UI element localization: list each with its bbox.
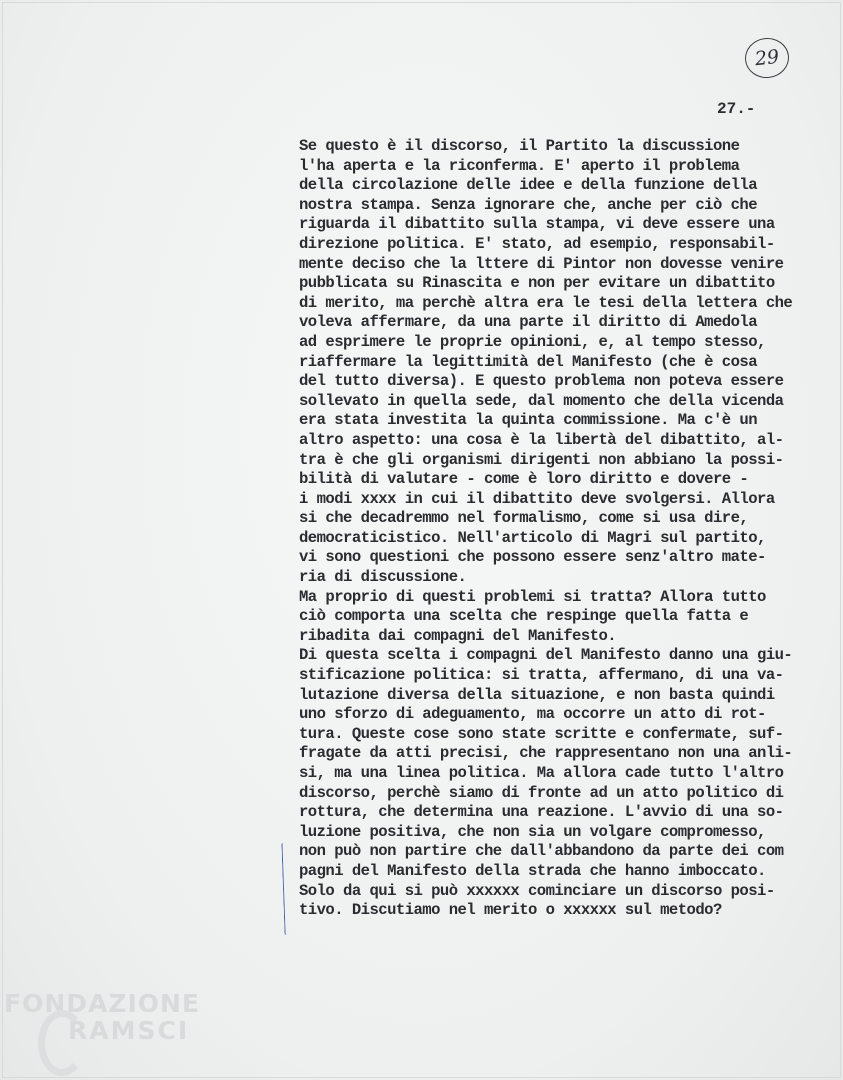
text-line: uno sforzo di adeguamento, ma occorre un atto di rot- [299, 705, 766, 724]
text-line: sollevato in quella sede, dal momento che della vicenda [299, 391, 784, 410]
text-line: luzione positiva, che non sia un volgare compromesso, [299, 822, 766, 841]
text-line: ciò comporta una scelta che respinge quella fatta e [299, 607, 749, 626]
text-line: della circolazione delle idee e della funzione della [299, 176, 758, 195]
text-line: di merito, ma perchè altra era le tesi della lettera che [299, 293, 793, 312]
text-line: mente deciso che la lttere di Pintor non dovesse venire [299, 254, 784, 273]
text-line: Di questa scelta i compagni del Manifesto danno una giu- [299, 646, 793, 665]
text-line: lutazione diversa della situazione, e non basta quindi [299, 685, 775, 704]
text-line: tra è che gli organismi dirigenti non abbiano la possi- [299, 450, 784, 469]
watermark-g-logo [38, 1010, 86, 1076]
text-line: democraticistico. Nell'articolo di Magri sul partito, [299, 528, 766, 547]
text-line: rottura, che determina una reazione. L'avvio di una so- [299, 803, 784, 822]
text-line: ribadita dai compagni del Manifesto. [299, 626, 617, 645]
text-line: del tutto diversa). E questo problema non poteva essere [299, 372, 784, 391]
text-line: ad esprimere le proprie opinioni, e, al tempo stesso, [299, 332, 766, 351]
text-line: riguarda il dibattito sulla stampa, vi deve essere una [299, 215, 775, 234]
text-line: fragate da atti precisi, che rappresentano non una anli- [299, 744, 793, 763]
text-line: nostra stampa. Senza ignorare che, anche per ciò che [299, 195, 758, 214]
handwritten-page-number: 29 [743, 36, 791, 80]
text-line: era stata investita la quinta commissione. Ma c'è un [299, 411, 758, 430]
text-line: i modi xxxx in cui il dibattito deve svolgersi. Allora [299, 489, 775, 508]
text-line: direzione politica. E' stato, ad esempio, responsabil- [299, 234, 775, 253]
text-line: si, ma una linea politica. Ma allora cade tutto l'altro [299, 764, 784, 782]
text-line: l'ha aperta e la riconferma. E' aperto il problema [299, 156, 740, 175]
text-line: Se questo è il discorso, il Partito la discussione [299, 137, 740, 155]
text-line: Solo da qui si può xxxxxx cominciare un discorso posi- [299, 881, 775, 900]
watermark-line-1: FONDAZIONE [4, 989, 201, 1018]
typed-body-text [299, 137, 841, 921]
text-line: si che decadremmo nel formalismo, come si usa dire, [299, 509, 749, 528]
text-line: Ma proprio di questi problemi si tratta? Allora tutto [299, 587, 766, 606]
text-line: bilità di valutare - come è loro diritto e dovere - [299, 470, 749, 489]
text-line: vi sono questioni che possono essere senz'altro mate- [299, 548, 766, 567]
text-line: pagni del Manifesto della strada che hanno imboccato. [299, 861, 766, 880]
text-line: tura. Queste cose sono state scritte e confermate, suf- [299, 724, 784, 743]
text-line: riaffermare la legittimità del Manifesto (che è cosa [299, 352, 758, 371]
watermark-line-2: RAMSCI [68, 1016, 190, 1045]
fondazione-gramsci-watermark [4, 990, 200, 1044]
text-line: altro aspetto: una cosa è la libertà del dibattito, al- [299, 430, 784, 449]
text-line: pubblicata su Rinascita e non per evitare un dibattito [299, 274, 775, 293]
text-line: voleva affermare, da una parte il diritto di Amedola [299, 313, 758, 332]
text-line: non può non partire che dall'abbandono da parte dei com [299, 842, 784, 861]
text-line: discorso, perchè siamo di fronte ad un atto politico di [299, 783, 784, 802]
text-line: stificazione politica: si tratta, affermano, di una va- [299, 666, 784, 685]
text-line: tivo. Discutiamo nel merito o xxxxxx sul metodo? [299, 901, 722, 920]
typed-page-number: 27.- [717, 100, 756, 118]
text-line: ria di discussione. [299, 568, 467, 587]
